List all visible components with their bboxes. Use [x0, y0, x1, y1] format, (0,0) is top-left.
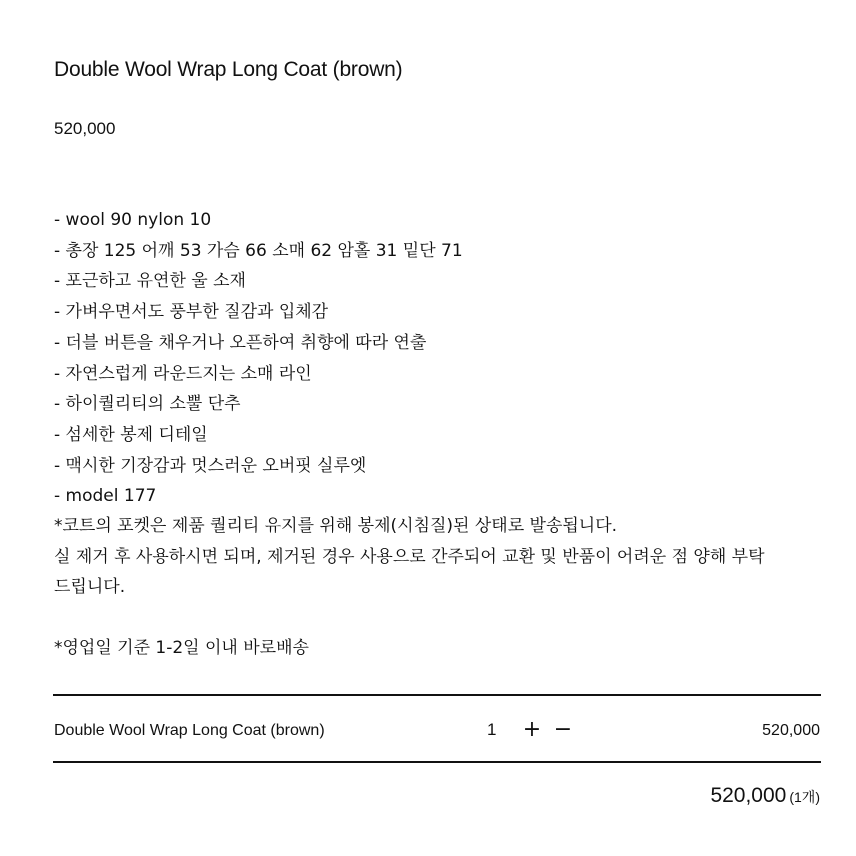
notice-line: *코트의 포켓은 제품 퀄리티 유지를 위해 봉제(시침질)된 상태로 발송됩니다.: [54, 516, 618, 536]
total-amount: 520,000: [710, 784, 787, 807]
divider-top: [53, 694, 821, 696]
notice-line: 드립니다.: [54, 577, 126, 598]
detail-item: - 맥시한 기장감과 멋스러운 오버핏 실루엣: [54, 455, 367, 476]
product-title: Double Wool Wrap Long Coat (brown): [54, 58, 403, 81]
quantity-value[interactable]: 1: [487, 720, 497, 739]
shipping-note: *영업일 기준 1-2일 이내 바로배송: [54, 638, 309, 658]
detail-item: - 총장 125 어깨 53 가슴 66 소매 62 암홀 31 밑단 71: [54, 240, 463, 261]
product-details-list: [54, 205, 834, 512]
product-price: 520,000: [54, 119, 116, 138]
total-price: [710, 784, 820, 808]
detail-item: - 하이퀄리티의 소뿔 단추: [54, 394, 241, 415]
notice-line: 실 제거 후 사용하시면 되며, 제거된 경우 사용으로 간주되어 교환 및 반품이 어려운 점 양해 부탁: [54, 546, 765, 567]
detail-item: - 섬세한 봉제 디테일: [54, 424, 208, 445]
detail-item: - 가벼우면서도 풍부한 질감과 입체감: [54, 302, 329, 323]
detail-item: - model 177: [54, 486, 157, 507]
detail-item: - 더블 버튼을 채우거나 오픈하여 취향에 따라 연출: [54, 332, 427, 353]
total-count: (1개): [789, 789, 820, 805]
quantity-increase-button[interactable]: +: [522, 717, 542, 742]
detail-item: - 포근하고 유연한 울 소재: [54, 271, 246, 292]
detail-item: - 자연스럽게 라운드지는 소매 라인: [54, 363, 312, 384]
detail-item: - wool 90 nylon 10: [54, 210, 212, 230]
pocket-notice: [54, 511, 834, 603]
option-name: Double Wool Wrap Long Coat (brown): [54, 722, 325, 739]
option-price: 520,000: [762, 722, 820, 739]
divider-bottom: [53, 761, 821, 763]
quantity-decrease-button[interactable]: −: [553, 717, 573, 742]
